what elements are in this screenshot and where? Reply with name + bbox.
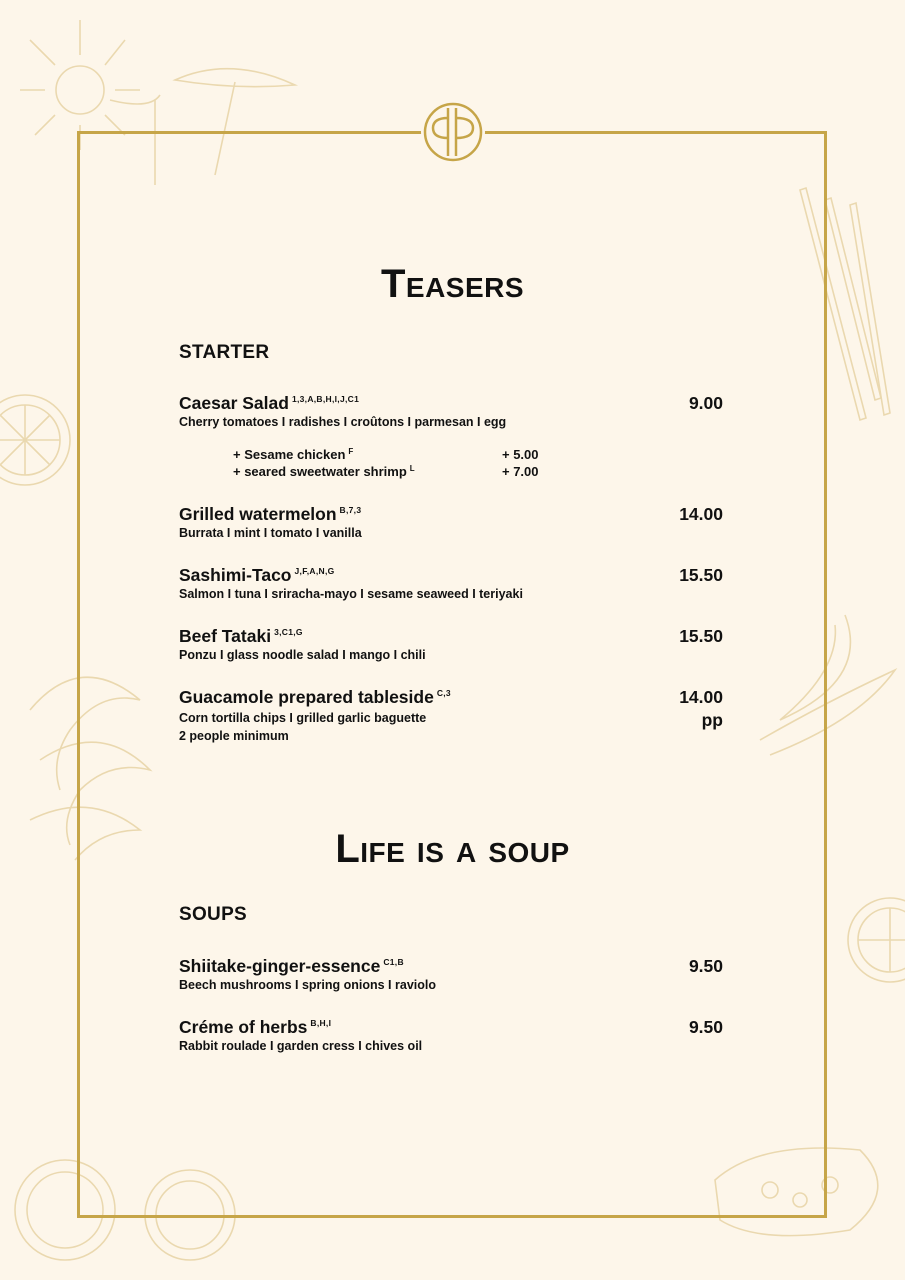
- dish-price: 14.00: [679, 687, 723, 707]
- citrus-slice-sketch-icon: [0, 395, 70, 485]
- addon-price: + 7.00: [502, 464, 539, 479]
- allergen-codes: 3,C1,G: [274, 627, 303, 637]
- dish-description: Beech mushrooms I spring onions I raviolo: [179, 978, 436, 992]
- dish-description: Cherry tomatoes I radishes I croûtons I parmesan I egg: [179, 415, 507, 429]
- dish-name: Beef Tataki $^{3,C1,G}$: [179, 626, 303, 646]
- allergen-codes: L: [409, 464, 415, 473]
- dish-price: 14.00: [679, 504, 723, 524]
- section-title-soups: Life is a soup: [335, 827, 570, 871]
- dish-price: 15.50: [679, 626, 723, 646]
- dish-name: Guacamole prepared tableside $^{C,3}$: [179, 687, 451, 707]
- price-unit: pp: [701, 710, 723, 730]
- allergen-codes: 1,3,A,B,H,I,J,C1: [291, 394, 360, 404]
- section-title-teasers: Teasers: [380, 262, 525, 306]
- allergen-codes: F: [348, 447, 354, 456]
- addon-name: + seared sweetwater shrimp $^L$: [233, 464, 415, 479]
- dish-description: Ponzu I glass noodle salad I mango I chili: [179, 648, 426, 662]
- dish-description: Rabbit roulade I garden cress I chives oil: [179, 1039, 423, 1053]
- dish-name: Shiitake-ginger-essence $^{C1,B}$: [179, 956, 404, 976]
- allergen-codes: C1,B: [383, 957, 404, 967]
- dish-description: Salmon I tuna I sriracha-mayo I sesame seaweed I teriyaki: [179, 587, 523, 601]
- lemon-sketch-icon: [848, 898, 905, 982]
- dish-name: Grilled watermelon $^{B,7,3}$: [179, 504, 362, 524]
- allergen-codes: B,H,I: [310, 1018, 332, 1028]
- dish-price: 15.50: [679, 565, 723, 585]
- addon-name: + Sesame chicken $^F$: [233, 447, 354, 462]
- logo: [421, 100, 485, 164]
- dish-price: 9.50: [688, 1017, 723, 1037]
- dish-price: 9.50: [688, 956, 723, 976]
- addon-price: + 5.00: [502, 447, 539, 462]
- dish-description: Burrata I mint I tomato I vanilla: [179, 526, 362, 540]
- dish-name: Caesar Salad $^{1,3,A,B,H,I,J,C1}$: [179, 393, 360, 413]
- dish-name: Sashimi-Taco $^{J,F,A,N,G}$: [179, 565, 335, 585]
- category-heading-starter: STARTER: [179, 342, 270, 363]
- monogram-logo-icon: [421, 100, 485, 164]
- allergen-codes: B,7,3: [339, 505, 362, 515]
- allergen-codes: J,F,A,N,G: [294, 566, 335, 576]
- dish-price: 9.00: [688, 393, 723, 413]
- dish-name: Créme of herbs $^{B,H,I}$: [179, 1017, 332, 1037]
- category-heading-soups: SOUPS: [179, 904, 248, 925]
- dish-description: Corn tortilla chips I grilled garlic baguette: [179, 711, 427, 725]
- allergen-codes: C,3: [436, 688, 451, 698]
- dish-note: 2 people minimum: [179, 729, 289, 743]
